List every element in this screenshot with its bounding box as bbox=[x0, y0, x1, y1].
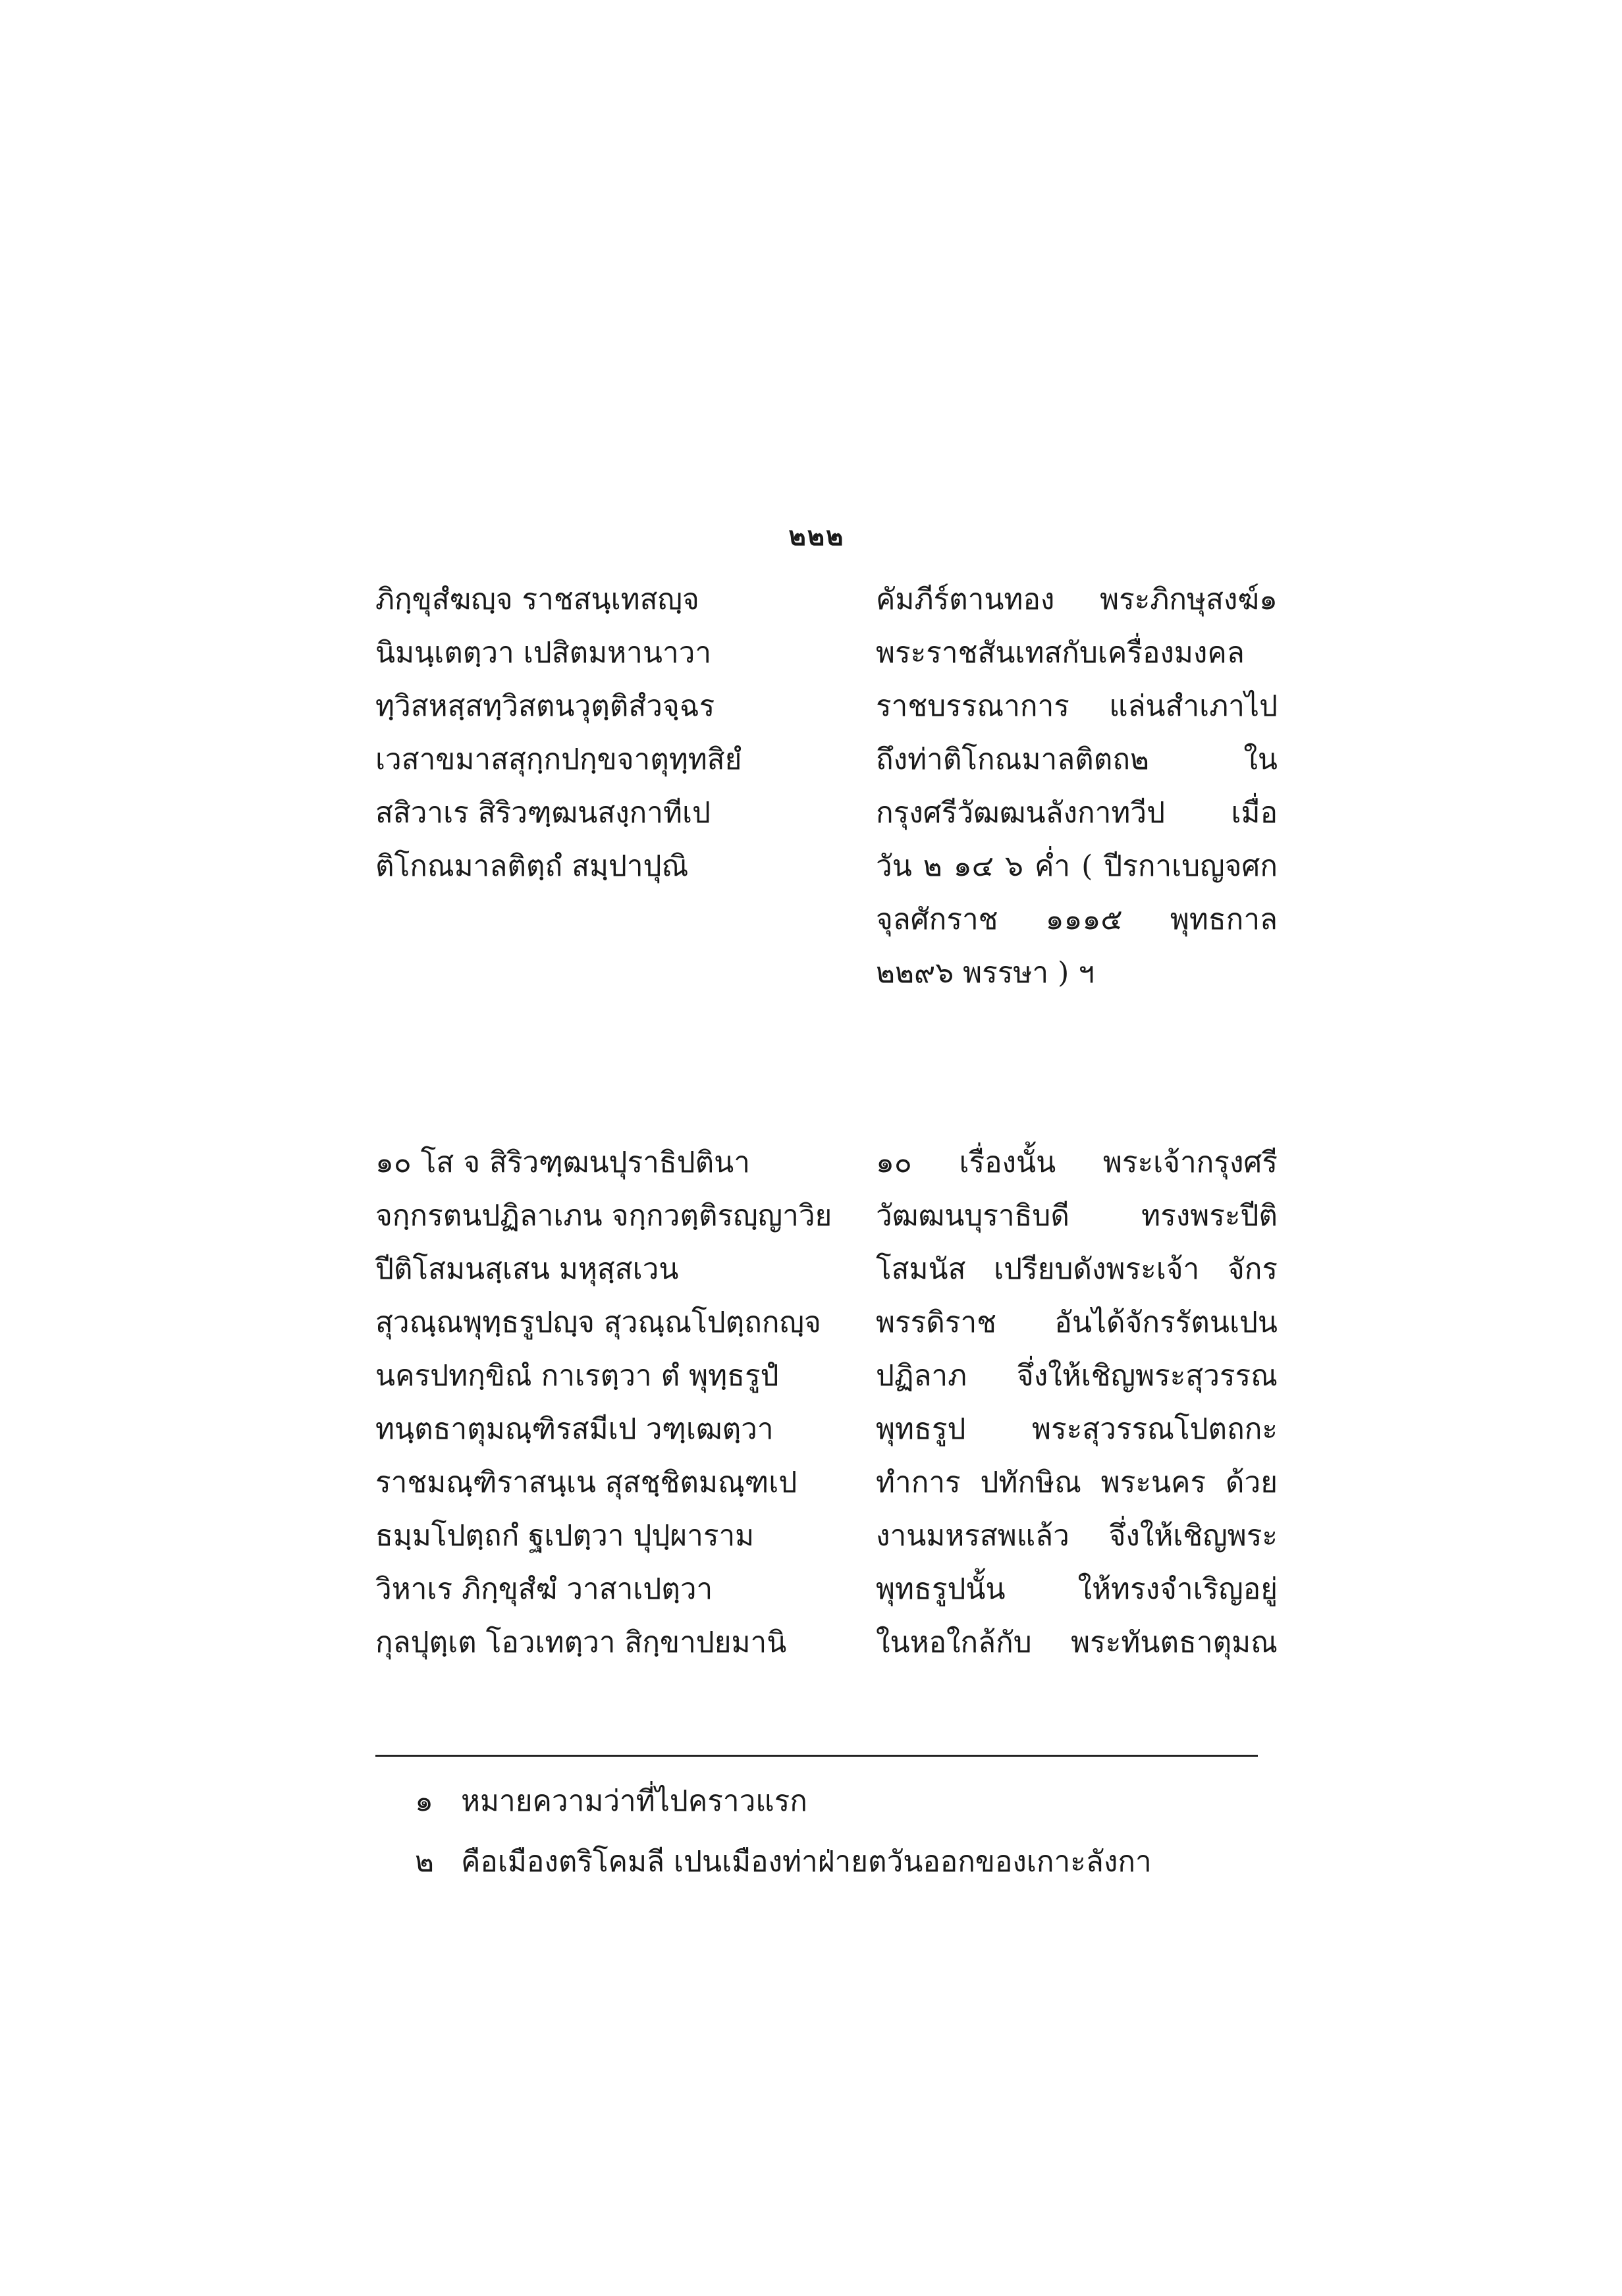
footnotes bbox=[415, 1771, 1271, 1892]
pali-line: นิมนฺเตตฺวา เปสิตมหานาวา bbox=[375, 636, 712, 670]
thai-line: พรรดิราช อันได้จักรรัตนเปน bbox=[876, 1306, 1278, 1339]
footnote-item bbox=[415, 1832, 1271, 1892]
pali-line: กุลปุตฺเต โอวเทตฺวา สิกฺขาปยมานิ bbox=[375, 1626, 787, 1659]
thai-line: ปฏิลาภ จึ่งให้เชิญพระสุวรรณ bbox=[876, 1359, 1278, 1393]
passage-section-1 bbox=[375, 573, 1278, 1073]
thai-line: พุทธรูป พระสุวรรณโปตถกะ bbox=[876, 1412, 1278, 1446]
thai-line: ราชบรรณาการ แล่นสำเภาไป bbox=[876, 689, 1278, 723]
page-number: ๒๒๒ bbox=[788, 521, 845, 552]
thai-line: จุลศักราช ๑๑๑๕ พุทธกาล bbox=[876, 903, 1278, 936]
thai-line: ๒๒๙๖ พรรษา ) ฯ bbox=[876, 956, 1095, 990]
thai-line: ทำการ ปทักษิณ พระนคร ด้วย bbox=[876, 1466, 1278, 1499]
pali-line: นครปทกฺขิณํ กาเรตฺวา ตํ พุทฺธรูปํ bbox=[375, 1359, 779, 1393]
footnote-number: ๒ bbox=[415, 1845, 435, 1879]
thai-line: โสมนัส เปรียบดังพระเจ้า จักร bbox=[876, 1252, 1278, 1286]
footnote-divider bbox=[375, 1755, 1258, 1757]
footnote-text: คือเมืองตริโคมลี เปนเมืองท่าฝ่ายตวันออกของเกาะลังกา bbox=[461, 1845, 1152, 1879]
pali-line: ติโกณมาลติตฺถํ สมฺปาปุณิ bbox=[375, 849, 689, 883]
pali-line: ภิกฺขุสํฆญฺจ ราชสนฺเทสญฺจ bbox=[375, 583, 699, 616]
thai-line: พุทธรูปนั้น ให้ทรงจำเริญอยู่ bbox=[876, 1572, 1278, 1606]
pali-line: สสิวาเร สิริวฑฺฒนสงฺกาทีเป bbox=[375, 796, 711, 830]
thai-line: งานมหรสพแล้ว จึ่งให้เชิญพระ bbox=[876, 1519, 1278, 1553]
footnote-number: ๑ bbox=[415, 1784, 433, 1818]
pali-column bbox=[375, 1136, 850, 1669]
thai-line: ในหอใกล้กับ พระทันตธาตุมณ bbox=[876, 1626, 1278, 1659]
thai-line: คัมภีร์ตานทอง พระภิกษุสงฆ์๑ bbox=[876, 583, 1278, 616]
thai-line: กรุงศรีวัฒฒนลังกาทวีป เมื่อ bbox=[876, 796, 1278, 830]
pali-line: ปีติโสมนสฺเสน มหุสฺสเวน bbox=[375, 1252, 679, 1286]
thai-line: วัน ๒ ๑๔ ๖ ค่ำ ( ปีรกาเบญจศก bbox=[876, 849, 1278, 883]
pali-line: ราชมณฺฑิราสนฺเน สุสชฺชิตมณฺฑเป bbox=[375, 1466, 797, 1499]
thai-translation-column bbox=[876, 1136, 1278, 1669]
thai-translation-column bbox=[876, 573, 1278, 1000]
pali-line: จกฺกรตนปฏิลาเภน จกฺกวตฺติรญฺญาวิย bbox=[375, 1199, 832, 1233]
footnote-text: หมายความว่าที่ไปคราวแรก bbox=[461, 1784, 807, 1818]
pali-line: ธมฺมโปตฺถกํ ฐเปตฺวา ปุปฺผาราม bbox=[375, 1519, 755, 1553]
passage-section-2 bbox=[375, 1136, 1278, 1755]
pali-line: ๑๐ โส จ สิริวฑฺฒนปุราธิปตินา bbox=[375, 1146, 750, 1179]
thai-line: วัฒฒนบุราธิบดี ทรงพระปีติ bbox=[876, 1199, 1278, 1233]
pali-line: ทฺวิสหสฺสทฺวิสตนวุตฺติสํวจฺฉร bbox=[375, 689, 715, 723]
thai-line: ๑๐ เรื่องนั้น พระเจ้ากรุงศรี bbox=[876, 1146, 1278, 1179]
pali-line: ทนฺตธาตุมณฺฑิรสมีเป วฑฺเฒตฺวา bbox=[375, 1412, 774, 1446]
pali-line: วิหาเร ภิกฺขุสํฆํ วาสาเปตฺวา bbox=[375, 1572, 713, 1606]
pali-line: เวสาขมาสสุกฺกปกฺขจาตุทฺทสิยํ bbox=[375, 743, 742, 776]
thai-line: ถึงท่าติโกณมาลติตถ๒ ใน bbox=[876, 743, 1278, 776]
pali-line: สุวณฺณพุทฺธรูปญฺจ สุวณฺณโปตฺถกญฺจ bbox=[375, 1306, 821, 1339]
thai-line: พระราชสันเทสกับเครื่องมงคล bbox=[876, 636, 1245, 670]
pali-column bbox=[375, 573, 850, 893]
footnote-item bbox=[415, 1771, 1271, 1832]
